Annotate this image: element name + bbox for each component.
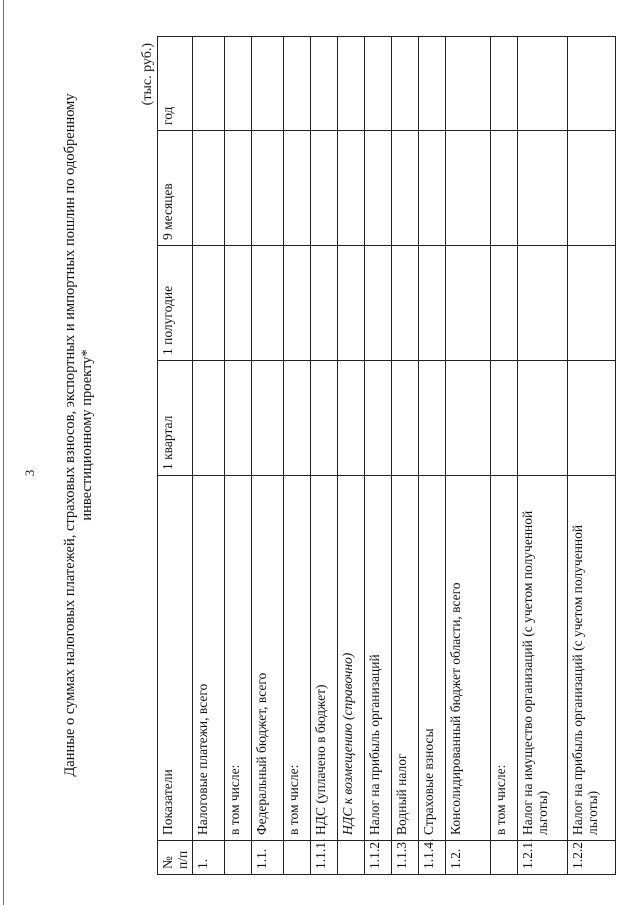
header-row-number: № п/п — [158, 841, 193, 875]
value-9-months-cell[interactable] — [338, 131, 365, 246]
value-year-cell[interactable] — [365, 37, 392, 131]
rotated-document-page — [62, 35, 600, 875]
row-number-cell — [491, 841, 518, 875]
value-q1-cell[interactable] — [193, 361, 225, 476]
row-number-cell: 1.2. — [446, 841, 491, 875]
row-number-cell: 1. — [193, 841, 225, 875]
value-9-months-cell[interactable] — [193, 131, 225, 246]
value-9-months-cell[interactable] — [419, 131, 446, 246]
row-number-cell — [338, 841, 365, 875]
value-year-cell[interactable] — [311, 37, 338, 131]
row-number-cell: 1.2.1. — [518, 841, 568, 875]
unit-note: (тыс. руб.) — [140, 43, 155, 106]
value-year-cell[interactable] — [568, 37, 616, 131]
value-9-months-cell[interactable] — [225, 131, 252, 246]
value-q1-cell[interactable] — [491, 361, 518, 476]
value-half-year-cell[interactable] — [365, 246, 392, 361]
value-half-year-cell[interactable] — [518, 246, 568, 361]
value-half-year-cell[interactable] — [491, 246, 518, 361]
indicator-label-cell: Налог на прибыль организаций (с учетом полученной льготы) — [568, 476, 616, 841]
value-year-cell[interactable] — [446, 37, 491, 131]
indicator-label-cell: Налог на прибыль организаций — [365, 476, 392, 841]
value-year-cell[interactable] — [193, 37, 225, 131]
row-number-cell: 1.1. — [252, 841, 284, 875]
table-row — [252, 37, 284, 875]
value-year-cell[interactable] — [338, 37, 365, 131]
indicator-label-cell: НДС к возмещению (справочно) — [338, 476, 365, 841]
value-q1-cell[interactable] — [252, 361, 284, 476]
indicator-label-cell: Федеральный бюджет, всего — [252, 476, 284, 841]
value-9-months-cell[interactable] — [365, 131, 392, 246]
report-table — [157, 36, 616, 875]
indicator-label-cell: в том числе: — [225, 476, 252, 841]
row-number-cell: 1.1.2. — [365, 841, 392, 875]
indicator-label-cell: Страховые взносы — [419, 476, 446, 841]
value-half-year-cell[interactable] — [252, 246, 284, 361]
value-half-year-cell[interactable] — [193, 246, 225, 361]
value-half-year-cell[interactable] — [419, 246, 446, 361]
value-q1-cell[interactable] — [446, 361, 491, 476]
value-half-year-cell[interactable] — [284, 246, 311, 361]
value-9-months-cell[interactable] — [568, 131, 616, 246]
value-year-cell[interactable] — [419, 37, 446, 131]
value-q1-cell[interactable] — [419, 361, 446, 476]
table-row — [392, 37, 419, 875]
table-row — [284, 37, 311, 875]
value-9-months-cell[interactable] — [392, 131, 419, 246]
value-half-year-cell[interactable] — [446, 246, 491, 361]
page-number: 3 — [22, 469, 37, 477]
value-q1-cell[interactable] — [338, 361, 365, 476]
value-year-cell[interactable] — [284, 37, 311, 131]
row-number-cell: 1.1.1. — [311, 841, 338, 875]
value-q1-cell[interactable] — [365, 361, 392, 476]
value-year-cell[interactable] — [252, 37, 284, 131]
page-margin-rule — [3, 0, 4, 905]
value-half-year-cell[interactable] — [311, 246, 338, 361]
value-half-year-cell[interactable] — [338, 246, 365, 361]
header-half-year: 1 полугодие — [158, 246, 193, 361]
table-row — [365, 37, 392, 875]
header-indicator: Показатели — [158, 476, 193, 841]
table-row — [193, 37, 225, 875]
table-row — [446, 37, 491, 875]
value-q1-cell[interactable] — [518, 361, 568, 476]
indicator-label-cell: в том числе: — [284, 476, 311, 841]
table-row — [225, 37, 252, 875]
value-9-months-cell[interactable] — [311, 131, 338, 246]
value-q1-cell[interactable] — [311, 361, 338, 476]
value-year-cell[interactable] — [392, 37, 419, 131]
row-number-cell: 1.2.2 — [568, 841, 616, 875]
value-9-months-cell[interactable] — [491, 131, 518, 246]
value-9-months-cell[interactable] — [284, 131, 311, 246]
table-body — [193, 37, 616, 875]
table-row — [518, 37, 568, 875]
indicator-label-cell: Консолидированный бюджет области, всего — [446, 476, 491, 841]
document-title-line: инвестиционному проекту* — [79, 349, 95, 521]
indicator-label-cell: Налог на имущество организаций (с учетом полученной льготы) — [518, 476, 568, 841]
table-row — [491, 37, 518, 875]
row-number-cell — [284, 841, 311, 875]
indicator-label-cell: в том числе: — [491, 476, 518, 841]
document-title-line: Данные о суммах налоговых платежей, страховых взносов, экспортных и импортных пошлин по одобренному — [62, 93, 78, 777]
header-9-months: 9 месяцев — [158, 131, 193, 246]
value-half-year-cell[interactable] — [392, 246, 419, 361]
header-q1: 1 квартал — [158, 361, 193, 476]
value-half-year-cell[interactable] — [225, 246, 252, 361]
indicator-label-cell: НДС (уплачено в бюджет) — [311, 476, 338, 841]
header-year: год — [158, 37, 193, 131]
indicator-label-cell: Налоговые платежи, всего — [193, 476, 225, 841]
table-row — [338, 37, 365, 875]
value-9-months-cell[interactable] — [518, 131, 568, 246]
indicator-label-cell: Водный налог — [392, 476, 419, 841]
value-q1-cell[interactable] — [392, 361, 419, 476]
row-number-cell — [225, 841, 252, 875]
value-9-months-cell[interactable] — [252, 131, 284, 246]
table-row — [568, 37, 616, 875]
document-title — [62, 55, 128, 815]
row-number-cell: 1.1.4. — [419, 841, 446, 875]
table-header-row — [158, 37, 193, 875]
value-year-cell[interactable] — [491, 37, 518, 131]
table-row — [311, 37, 338, 875]
table-row — [419, 37, 446, 875]
row-number-cell: 1.1.3 — [392, 841, 419, 875]
value-q1-cell[interactable] — [225, 361, 252, 476]
value-year-cell[interactable] — [225, 37, 252, 131]
value-year-cell[interactable] — [518, 37, 568, 131]
value-q1-cell[interactable] — [568, 361, 616, 476]
value-9-months-cell[interactable] — [446, 131, 491, 246]
value-q1-cell[interactable] — [284, 361, 311, 476]
value-half-year-cell[interactable] — [568, 246, 616, 361]
